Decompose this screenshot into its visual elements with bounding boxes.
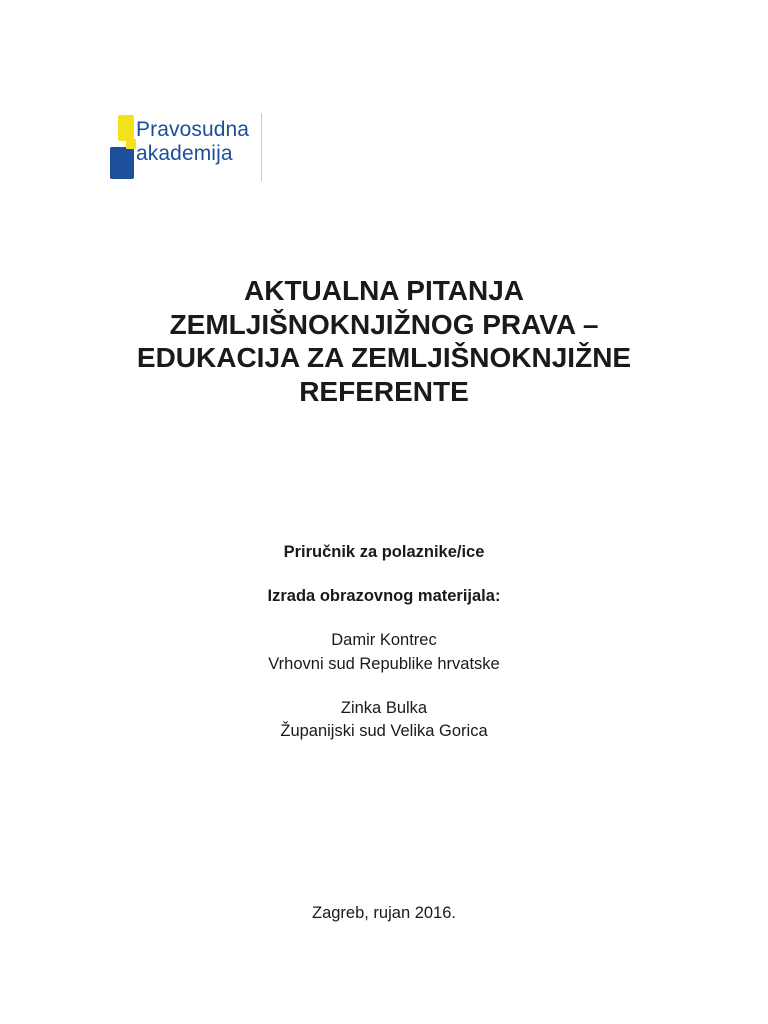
logo-text-line1: Pravosudna [136, 118, 250, 141]
place-and-date: Zagreb, rujan 2016. [311, 904, 456, 922]
document-title [0, 274, 768, 408]
author-2-name: Zinka Bulka [340, 699, 428, 717]
title-line-4: REFERENTE [299, 375, 469, 407]
pravosudna-akademija-logo [108, 113, 264, 181]
document-subtitle: Priručnik za polaznike/ice [283, 543, 485, 561]
logo-text-line2: akademija [136, 142, 233, 165]
logo-divider [261, 113, 262, 181]
author-1-name: Damir Kontrec [331, 631, 437, 649]
title-line-1: AKTUALNA PITANJA [244, 275, 524, 306]
logo-mark-icon [108, 113, 138, 181]
author-2-affiliation: Županijski sud Velika Gorica [280, 722, 488, 740]
author-1-affiliation: Vrhovni sud Republike hrvatske [268, 655, 500, 673]
materials-heading: Izrada obrazovnog materijala: [267, 587, 501, 605]
title-line-2: ZEMLJIŠNOKNJIŽNOG PRAVA – [169, 308, 599, 340]
title-line-3: EDUKACIJA ZA ZEMLJIŠNOKNJIŽNE [136, 342, 632, 373]
